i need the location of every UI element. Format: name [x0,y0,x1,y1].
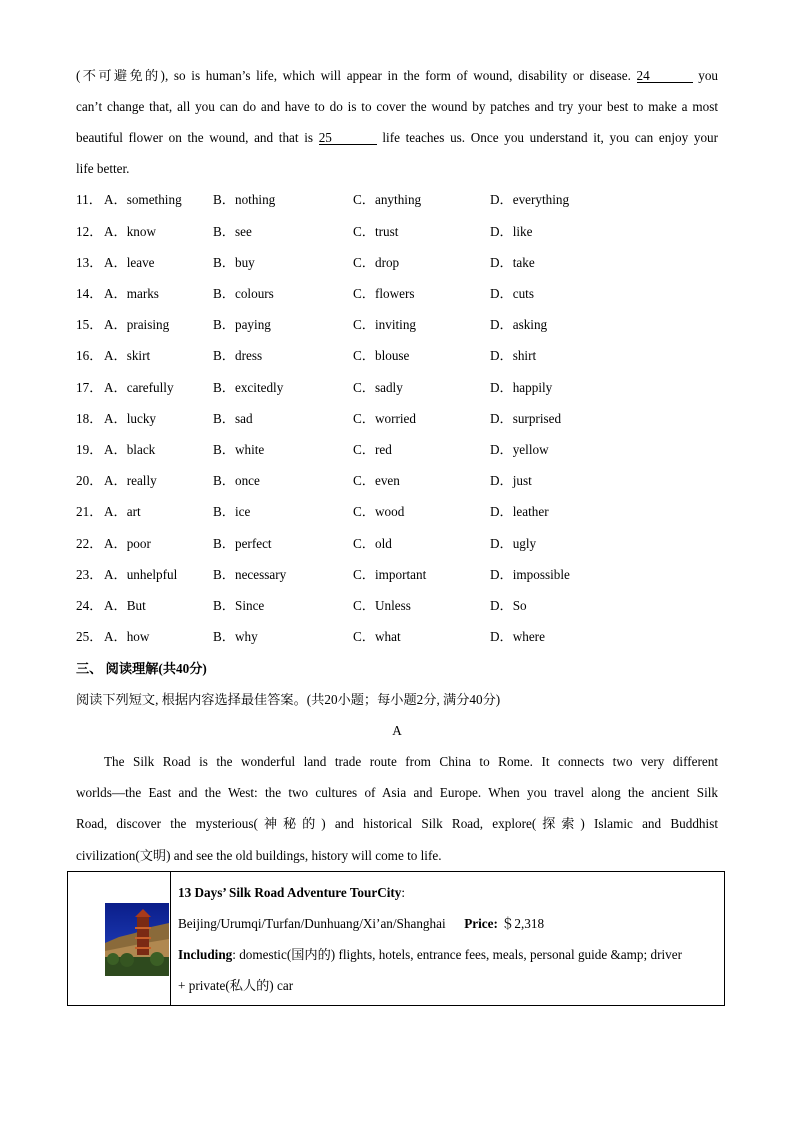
option-d[interactable]: D．yellow [490,442,549,457]
question-number: 22． [76,536,103,551]
option-b[interactable]: B．why [213,629,258,644]
tour-cities-line [178,916,544,932]
question-number: 25． [76,629,103,644]
option-c[interactable]: C．red [353,442,392,457]
option-a[interactable]: A．black [104,442,156,457]
option-a[interactable]: A．how [104,629,150,644]
reading-line-4: civilization(文明) and see the old buildings, history will come to life. [76,848,442,863]
option-b[interactable]: B．buy [213,255,255,270]
option-d[interactable]: D．like [490,224,533,239]
option-a[interactable]: A．carefully [104,380,174,395]
option-c[interactable]: C．wood [353,504,405,519]
question-number: 23． [76,567,103,582]
option-b[interactable]: B．excitedly [213,380,284,395]
option-b[interactable]: B．perfect [213,536,272,551]
option-d[interactable]: D．cuts [490,286,534,301]
option-d[interactable]: D．everything [490,192,570,207]
option-d[interactable]: D．where [490,629,545,644]
passage-text: (不可避免的), so is human’s life, which will appear in the form of wound, disability or disease. [76,68,631,83]
option-b[interactable]: B．white [213,442,265,457]
option-a[interactable]: A．lucky [104,411,157,426]
option-b[interactable]: B．paying [213,317,271,332]
question-number: 11． [76,192,102,207]
table-divider [170,872,171,1005]
option-c[interactable]: C．old [353,536,392,551]
option-c[interactable]: C．even [353,473,400,488]
passage-line-4: life better. [76,161,130,176]
question-number: 13． [76,255,103,270]
option-c[interactable]: C．trust [353,224,399,239]
option-d[interactable]: D．surprised [490,411,562,426]
price-value: ＄2,318 [501,916,545,931]
option-c[interactable]: C．drop [353,255,400,270]
option-d[interactable]: D．happily [490,380,553,395]
silk-road-photo [105,903,169,976]
option-d[interactable]: D．So [490,598,527,613]
reading-line-1: The Silk Road is the wonderful land trade route from China to Rome. It connects two very different [104,754,718,769]
option-a[interactable]: A．unhelpful [104,567,178,582]
option-d[interactable]: D．shirt [490,348,537,363]
option-a[interactable]: A．skirt [104,348,151,363]
option-d[interactable]: D．asking [490,317,548,332]
question-number: 12． [76,224,103,239]
option-d[interactable]: D．ugly [490,536,537,551]
option-d[interactable]: D．take [490,255,535,270]
option-a[interactable]: A．something [104,192,182,207]
tour-title: 13 Days’ Silk Road Adventure TourCity [178,885,402,900]
question-number: 16． [76,348,103,363]
option-b[interactable]: B．necessary [213,567,287,582]
option-b[interactable]: B．nothing [213,192,276,207]
tour-cities: Beijing/Urumqi/Turfan/Dunhuang/Xi’an/Shanghai [178,916,446,931]
option-c[interactable]: C．worried [353,411,416,426]
question-number: 18． [76,411,103,426]
including-text: : domestic(国内的) flights, hotels, entrance fees, meals, personal guide &amp; driver [232,947,682,962]
option-b[interactable]: B．ice [213,504,251,519]
section-heading: 三、 阅读理解(共40分) [76,661,207,676]
tour-table [67,871,725,1006]
question-number: 19． [76,442,103,457]
option-b[interactable]: B．dress [213,348,263,363]
question-number: 15． [76,317,103,332]
option-c[interactable]: C．sadly [353,380,403,395]
option-b[interactable]: B．once [213,473,260,488]
option-c[interactable]: C．flowers [353,286,415,301]
option-c[interactable]: C．important [353,567,427,582]
option-a[interactable]: A．know [104,224,157,239]
including-label: Including [178,947,233,962]
option-a[interactable]: A．really [104,473,157,488]
passage-text: you [698,68,718,83]
option-b[interactable]: B．see [213,224,252,239]
question-number: 14． [76,286,103,301]
option-a[interactable]: A．But [104,598,146,613]
tour-including-line [178,947,682,963]
blank-24: 24 [637,69,693,83]
question-number: 24． [76,598,103,613]
price-label: Price: [464,916,498,931]
blank-25: 25 [319,131,377,145]
option-b[interactable]: B．colours [213,286,274,301]
section-instruction: 阅读下列短文, 根据内容选择最佳答案。(共20小题；每小题2分, 满分40分) [76,692,501,707]
tour-including-cont: + private(私人的) car [178,978,294,993]
option-c[interactable]: C．inviting [353,317,417,332]
reading-line-2: worlds—the East and the West: the two cultures of Asia and Europe. When you travel along the ancient Silk [76,785,718,800]
option-b[interactable]: B．sad [213,411,253,426]
option-a[interactable]: A．art [104,504,141,519]
option-d[interactable]: D．leather [490,504,549,519]
passage-text: life teaches us. Once you understand it, you can enjoy your [382,130,719,145]
passage-line-2: can’t change that, all you can do and have to do is to cover the wound by patches and try your best to make a most [76,99,718,114]
option-c[interactable]: C．Unless [353,598,411,613]
option-c[interactable]: C．anything [353,192,422,207]
option-c[interactable]: C．what [353,629,401,644]
option-a[interactable]: A．marks [104,286,159,301]
option-c[interactable]: C．blouse [353,348,410,363]
option-d[interactable]: D．impossible [490,567,570,582]
question-number: 20． [76,473,103,488]
option-a[interactable]: A．poor [104,536,151,551]
tour-title-line [178,885,405,901]
option-b[interactable]: B．Since [213,598,265,613]
option-d[interactable]: D．just [490,473,532,488]
option-a[interactable]: A．praising [104,317,170,332]
passage-text: beautiful flower on the wound, and that is [76,130,314,145]
question-number: 21． [76,504,103,519]
option-a[interactable]: A．leave [104,255,155,270]
passage-label: A [392,723,402,738]
question-number: 17． [76,380,103,395]
tour-title-colon: : [401,885,406,900]
passage-line-1 [76,68,718,84]
reading-line-3: Road, discover the mysterious(神秘的) and historical Silk Road, explore(探索) Islamic and Buddhist [76,816,718,831]
passage-line-3 [76,130,718,146]
